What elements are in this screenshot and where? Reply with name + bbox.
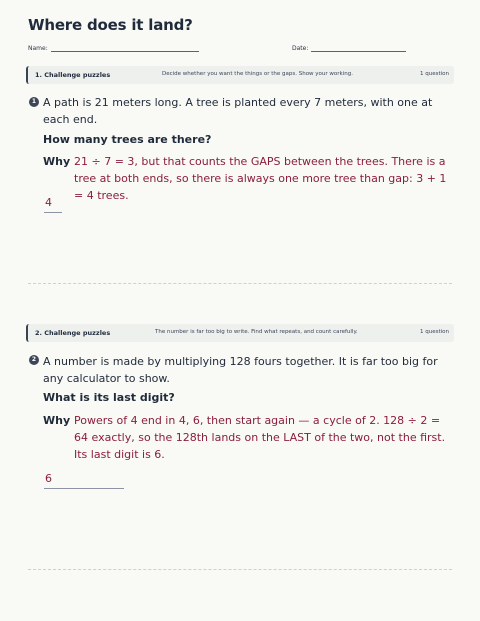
answer-line [44, 487, 124, 489]
name-field[interactable] [28, 45, 199, 52]
section-header-2 [26, 324, 454, 342]
section-divider [28, 569, 452, 570]
name-line [51, 50, 199, 52]
question-prompt: What is its last digit? [43, 391, 175, 404]
question-number-badge: 2 [29, 355, 39, 365]
answer-value[interactable]: 4 [45, 196, 52, 209]
question-text: A path is 21 meters long. A tree is planted every 7 meters, with one at each end. [43, 96, 433, 126]
section-divider [28, 283, 452, 284]
question-number-badge: 1 [29, 97, 39, 107]
answer-line [44, 211, 62, 213]
question-text: A number is made by multiplying 128 fours together. It is far too big for any calculator to show. [43, 355, 438, 385]
date-line [311, 50, 406, 52]
name-label: Name: [28, 45, 48, 52]
date-label: Date: [292, 45, 309, 52]
why-explanation: 21 ÷ 7 = 3, but that counts the GAPS between the trees. There is a tree at both ends, so there is always one more tree than gap: 3 + 1 = 4 trees. [74, 155, 447, 202]
question-prompt: How many trees are there? [43, 133, 212, 146]
why-explanation: Powers of 4 end in 4, 6, then start again — a cycle of 2. 128 ÷ 2 = 64 exactly, so the 128th lands on the LAST of the two, not the first. Its last digit is 6. [74, 414, 446, 461]
section-description: The number is far too big to write. Find what repeats, and count carefully. [155, 329, 358, 335]
section-title: 1. Challenge puzzles [35, 71, 111, 79]
section-count: 1 question [419, 329, 449, 335]
worksheet-title: Where does it land? [28, 16, 193, 34]
date-field[interactable] [292, 45, 406, 52]
why-label: Why [43, 414, 71, 427]
why-label: Why [43, 155, 71, 168]
section-description: Decide whether you want the things or the gaps. Show your working. [162, 71, 353, 77]
section-title: 2. Challenge puzzles [35, 329, 111, 337]
answer-value[interactable]: 6 [45, 472, 52, 485]
section-header-1 [26, 66, 454, 84]
section-count: 1 question [419, 71, 449, 77]
